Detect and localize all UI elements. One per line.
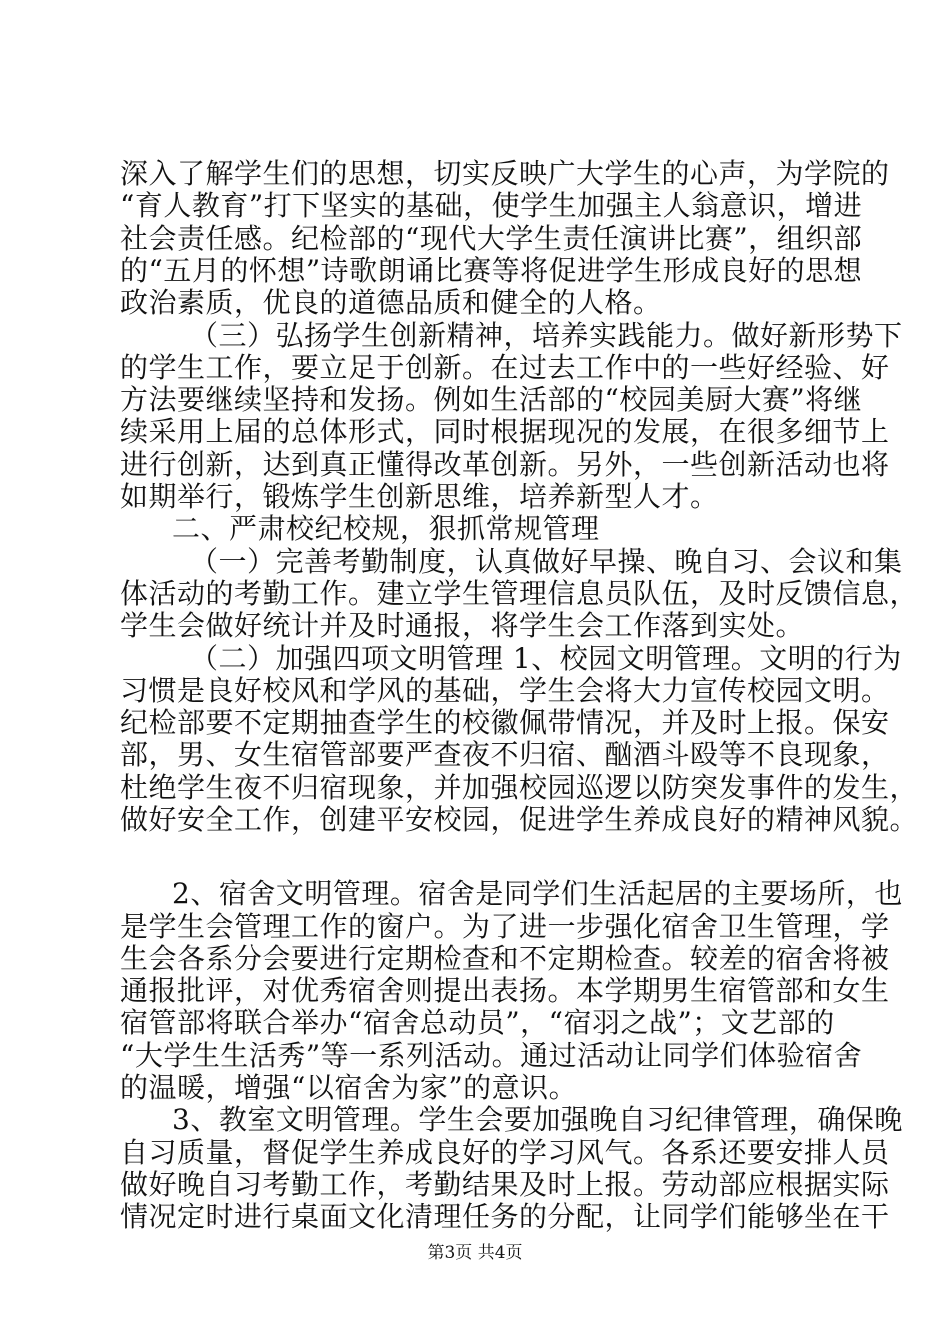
text-line: 深入了解学生们的思想，切实反映广大学生的心声，为学院的 [120,157,890,190]
text-line: 生会各系分会要进行定期检查和不定期检查。较差的宿舍将被 [120,942,890,975]
text-line: 二、严肃校纪校规，狠抓常规管理 [172,512,600,545]
text-line: 做好安全工作，创建平安校园，促进学生养成良好的精神风貌。 [120,803,919,836]
text-line: （三）弘扬学生创新精神，培养实践能力。做好新形势下 [190,319,903,352]
text-line: （二）加强四项文明管理 1、校园文明管理。文明的行为 [190,642,902,675]
text-line: 的“五月的怀想”诗歌朗诵比赛等将促进学生形成良好的思想 [120,254,863,287]
text-line: 的温暖，增强“以宿舍为家”的意识。 [120,1071,578,1104]
text-line: 杜绝学生夜不归宿现象，并加强校园巡逻以防突发事件的发生， [120,771,919,804]
text-line: 学生会做好统计并及时通报，将学生会工作落到实处。 [120,609,805,642]
text-line: 2、宿舍文明管理。宿舍是同学们生活起居的主要场所，也 [172,877,903,910]
text-line: 政治素质，优良的道德品质和健全的人格。 [120,286,662,319]
text-line: 习惯是良好校风和学风的基础，学生会将大力宣传校园文明。 [120,674,890,707]
text-line: 如期举行，锻炼学生创新思维，培养新型人才。 [120,480,719,513]
text-line: 做好晚自习考勤工作，考勤结果及时上报。劳动部应根据实际 [120,1168,890,1201]
text-line: 纪检部要不定期抽查学生的校徽佩带情况，并及时上报。保安 [120,706,890,739]
text-line: 方法要继续坚持和发扬。例如生活部的“校园美厨大赛”将继 [120,383,863,416]
text-line: 是学生会管理工作的窗户。为了进一步强化宿舍卫生管理，学 [120,910,890,943]
text-line: 情况定时进行桌面文化清理任务的分配，让同学们能够坐在干 [120,1200,890,1233]
text-line: 3、教室文明管理。学生会要加强晚自习纪律管理，确保晚 [172,1103,903,1136]
text-line: 宿管部将联合举办“宿舍总动员”，“宿羽之战”；文艺部的 [120,1006,835,1039]
text-line: “育人教育”打下坚实的基础，使学生加强主人翁意识，增进 [120,189,863,222]
text-line: 体活动的考勤工作。建立学生管理信息员队伍，及时反馈信息， [120,577,919,610]
text-line: 通报批评，对优秀宿舍则提出表扬。本学期男生宿管部和女生 [120,974,890,1007]
text-line: 续采用上届的总体形式，同时根据现况的发展，在很多细节上 [120,415,890,448]
text-line: 社会责任感。纪检部的“现代大学生责任演讲比赛”，组织部 [120,222,863,255]
text-line: 的学生工作，要立足于创新。在过去工作中的一些好经验、好 [120,351,890,384]
text-line: “大学生生活秀”等一系列活动。通过活动让同学们体验宿舍 [120,1039,863,1072]
text-line: 进行创新，达到真正懂得改革创新。另外，一些创新活动也将 [120,448,890,481]
page-footer: 第3页 共4页 [427,1243,523,1263]
text-line: 部，男、女生宿管部要严查夜不归宿、酗酒斗殴等不良现象， [120,738,890,771]
text-line: （一）完善考勤制度，认真做好早操、晚自习、会议和集 [190,545,903,578]
text-line: 自习质量，督促学生养成良好的学习风气。各系还要安排人员 [120,1136,890,1169]
